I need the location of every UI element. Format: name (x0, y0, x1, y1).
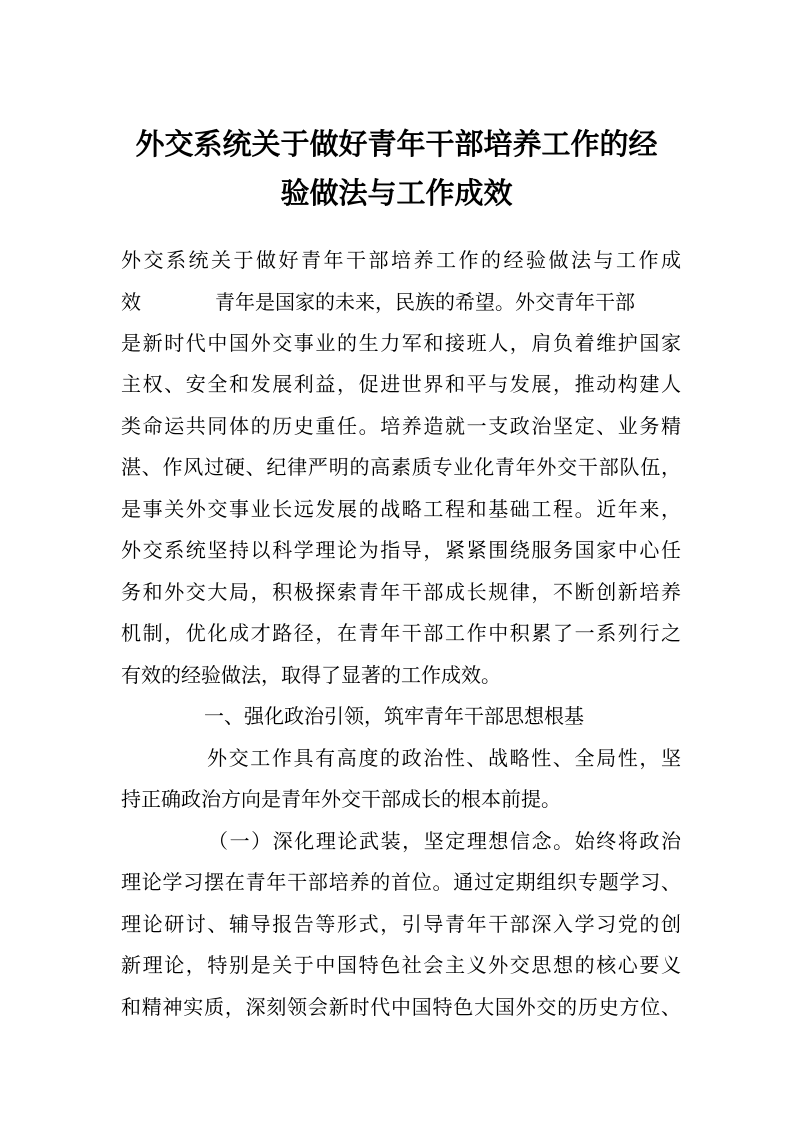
body-line-2-paragraph-start: 青年是国家的未来，民族的希望。外交青年干部 (215, 290, 635, 314)
body-line-14: 持正确政治方向是青年外交干部成长的根本前提。 (121, 787, 561, 811)
body-line-2-text: 效 (121, 290, 141, 314)
body-line-2 (121, 284, 681, 320)
body-line-17: 理论研讨、辅导报告等形式，引导青年干部深入学习党的创 (121, 912, 681, 936)
document-title-line-1: 外交系统关于做好青年干部培养工作的经 (135, 127, 658, 161)
body-line-16: 理论学习摆在青年干部培养的首位。通过定期组织专题学习、 (121, 870, 681, 894)
body-line-6: 湛、作风过硬、纪律严明的高素质专业化青年外交干部队伍， (121, 455, 681, 479)
subsection-heading-1: （一）深化理论武装，坚定理想信念。始终将政治 (208, 829, 681, 853)
section-heading-1: 一、强化政治引领，筑牢青年干部思想根基 (204, 704, 584, 728)
body-line-4: 主权、安全和发展利益，促进世界和平与发展，推动构建人 (121, 372, 681, 396)
body-line-11: 有效的经验做法，取得了显著的工作成效。 (121, 663, 501, 687)
body-line-5: 类命运共同体的历史重任。培养造就一支政治坚定、业务精 (121, 414, 681, 438)
document-title-line-2: 验做法与工作成效 (280, 176, 513, 210)
body-line-13: 外交工作具有高度的政治性、战略性、全局性，坚 (207, 746, 681, 770)
body-line-10: 机制，优化成才路径，在青年干部工作中积累了一系列行之 (121, 621, 681, 645)
body-line-9: 务和外交大局，积极探索青年干部成长规律，不断创新培养 (121, 580, 681, 604)
body-line-18: 新理论，特别是关于中国特色社会主义外交思想的核心要义 (121, 953, 681, 977)
body-line-8: 外交系统坚持以科学理论为指导，紧紧围绕服务国家中心任 (121, 538, 681, 562)
body-line-19: 和精神实质，深刻领会新时代中国特色大国外交的历史方位、 (121, 995, 681, 1019)
body-line-7: 是事关外交事业长远发展的战略工程和基础工程。近年来， (121, 497, 681, 521)
body-line-3: 是新时代中国外交事业的生力军和接班人，肩负着维护国家 (121, 331, 681, 355)
body-line-1: 外交系统关于做好青年干部培养工作的经验做法与工作成 (121, 248, 681, 272)
